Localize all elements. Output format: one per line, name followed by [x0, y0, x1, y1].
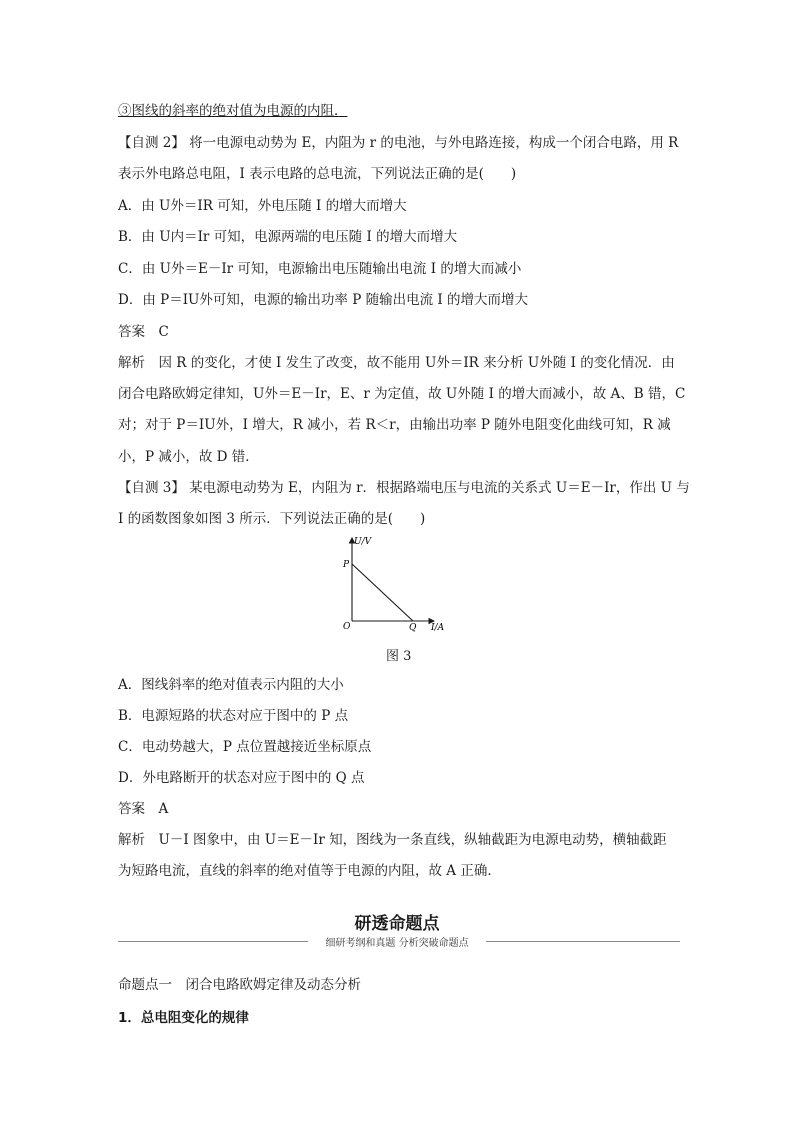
question-3-option-b: B．电源短路的状态对应于图中的 P 点: [118, 708, 349, 724]
subtopic-heading: 1．总电阻变化的规律: [118, 1010, 249, 1026]
question-2-option-b: B．由 U内＝Ir 可知，电源两端的电压随 I 的增大而增大: [118, 229, 458, 245]
y-axis-label: U/V: [354, 537, 372, 547]
question-2-answer: 答案 C: [118, 324, 169, 340]
topic-heading: 命题点一 闭合电路欧姆定律及动态分析: [118, 977, 361, 993]
question-3-stem-line-2: I 的函数图象如图 3 所示．下列说法正确的是( ): [118, 511, 426, 527]
question-2-analysis-line-2: 闭合电路欧姆定律知，U外＝E－Ir，E、r 为定值，故 U外随 I 的增大而减小，故 A、B 错，C: [118, 386, 686, 402]
question-3-option-c: C．电动势越大，P 点位置越接近坐标原点: [118, 739, 372, 755]
figure-caption: 图 3: [386, 649, 412, 664]
u-i-line: [352, 564, 413, 621]
origin-label: O: [343, 622, 351, 632]
section-subtitle: [0, 934, 794, 949]
question-3-analysis-line-2: 为短路电流，直线的斜率的绝对值等于电源的内阻，故 A 正确．: [118, 863, 501, 879]
point-q-label: Q: [409, 623, 417, 633]
question-3-option-d: D．外电路断开的状态对应于图中的 Q 点: [118, 770, 365, 786]
question-3-stem-line-1: 【自测 3】 某电源电动势为 E，内阻为 r．根据路端电压与电流的关系式 U＝E－Ir，作出 U 与: [118, 480, 690, 496]
u-i-graph: [330, 532, 460, 634]
section-title: 研透命题点: [354, 914, 440, 934]
question-2-analysis-line-1: 解析 因 R 的变化，才使 I 发生了改变，故不能用 U外＝IR 来分析 U外随 I 的变化情况．由: [118, 355, 675, 371]
question-2-option-a: A．由 U外＝IR 可知，外电压随 I 的增大而增大: [118, 198, 407, 214]
question-2-stem-line-1: 【自测 2】 将一电源电动势为 E，内阻为 r 的电池，与外电路连接，构成一个闭合电路，用 R: [118, 135, 679, 151]
question-3-answer: 答案 A: [118, 801, 169, 817]
question-3-option-a: A．图线斜率的绝对值表示内阻的大小: [118, 677, 344, 693]
question-2-analysis-line-4: 小，P 减小，故 D 错．: [118, 449, 259, 465]
x-axis-label: I/A: [431, 623, 445, 633]
question-2-option-c: C．由 U外＝E－Ir 可知，电源输出电压随输出电流 I 的增大而减小: [118, 261, 522, 277]
section-subtitle-text: 细研考纲和真题 分析突破命题点: [319, 938, 474, 949]
question-2-analysis-line-3: 对；对于 P＝IU外，I 增大，R 减小，若 R＜r，由输出功率 P 随外电阻变化曲线可知，R 减: [118, 417, 671, 433]
point-p-label: P: [343, 560, 350, 570]
question-2-option-d: D．由 P＝IU外可知，电源的输出功率 P 随输出电流 I 的增大而增大: [118, 292, 528, 308]
question-3-analysis-line-1: 解析 U－I 图象中，由 U＝E－Ir 知，图线为一条直线，纵轴截距为电源电动势，横轴截距: [118, 832, 667, 848]
question-2-stem-line-2: 表示外电路总电阻，I 表示电路的总电流，下列说法正确的是( ): [118, 166, 517, 182]
text-line-1: ③图线的斜率的绝对值为电源的内阻．: [118, 103, 348, 119]
